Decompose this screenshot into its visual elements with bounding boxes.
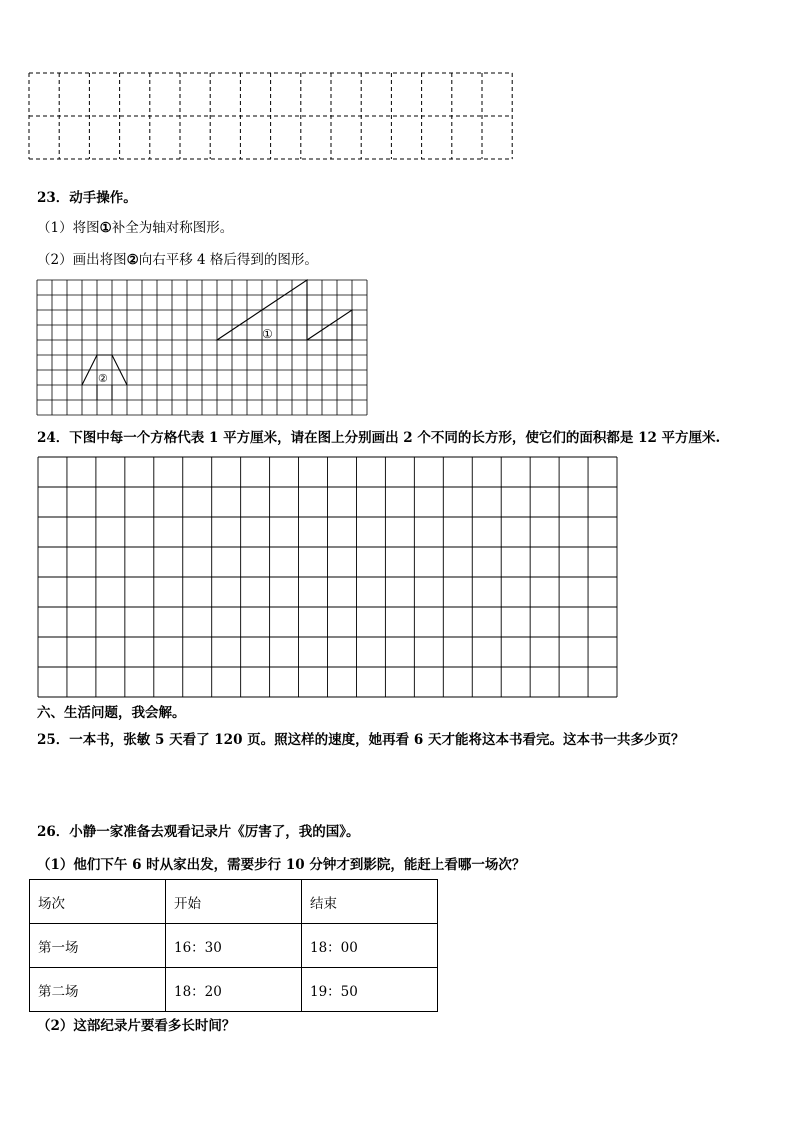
- table-cell: 18：20: [166, 968, 302, 1012]
- question-23-title: 23．动手操作。: [37, 190, 137, 206]
- table-cell: 16：30: [166, 924, 302, 968]
- figure-2-label: ②: [98, 372, 108, 385]
- schedule-table: [29, 879, 438, 1012]
- figure-1-label: ①: [262, 327, 273, 341]
- table-cell: 18：00: [302, 924, 438, 968]
- table-row: [30, 924, 438, 968]
- question-24-title: 24．下图中每一个方格代表 1 平方厘米，请在图上分别画出 2 个不同的长方形，使它们的面积都是 12 平方厘米.: [37, 430, 721, 446]
- table-cell: 19：50: [302, 968, 438, 1012]
- table-row: [30, 968, 438, 1012]
- section-6-title: 六、生活问题，我会解。: [37, 705, 186, 721]
- table-cell: 第一场: [30, 924, 166, 968]
- dashed-writing-grid: [29, 73, 519, 163]
- table-header-cell: 场次: [30, 880, 166, 924]
- q23-part1-mark: ①: [99, 220, 112, 236]
- table-header-row: [30, 880, 438, 924]
- question-25-title: 25．一本书，张敏 5 天看了 120 页。照这样的速度，她再看 6 天才能将这本书看完。这本书一共多少页？: [37, 732, 685, 748]
- q23-part1-prefix: （1）将图: [37, 220, 100, 236]
- question-26-part-1: （1）他们下午 6 时从家出发，需要步行 10 分钟才到影院，能赶上看哪一场次？: [37, 857, 526, 873]
- q23-part2-suffix: 向右平移 4 格后得到的图形。: [138, 252, 318, 268]
- q23-part2-mark: ②: [126, 252, 139, 268]
- question-23-part-1: [37, 219, 233, 237]
- q24-square-grid: [38, 457, 623, 702]
- question-26-part-2: （2）这部纪录片要看多长时间？: [37, 1018, 236, 1034]
- table-header-cell: 结束: [302, 880, 438, 924]
- q23-part1-suffix: 补全为轴对称图形。: [111, 220, 234, 236]
- q23-part2-prefix: （2）画出将图: [37, 252, 127, 268]
- table-header-cell: 开始: [166, 880, 302, 924]
- question-26-title: 26．小静一家准备去观看记录片《厉害了，我的国》。: [37, 824, 360, 840]
- question-23-part-2: [37, 251, 318, 269]
- table-cell: 第二场: [30, 968, 166, 1012]
- q23-figure-grid: [37, 280, 367, 415]
